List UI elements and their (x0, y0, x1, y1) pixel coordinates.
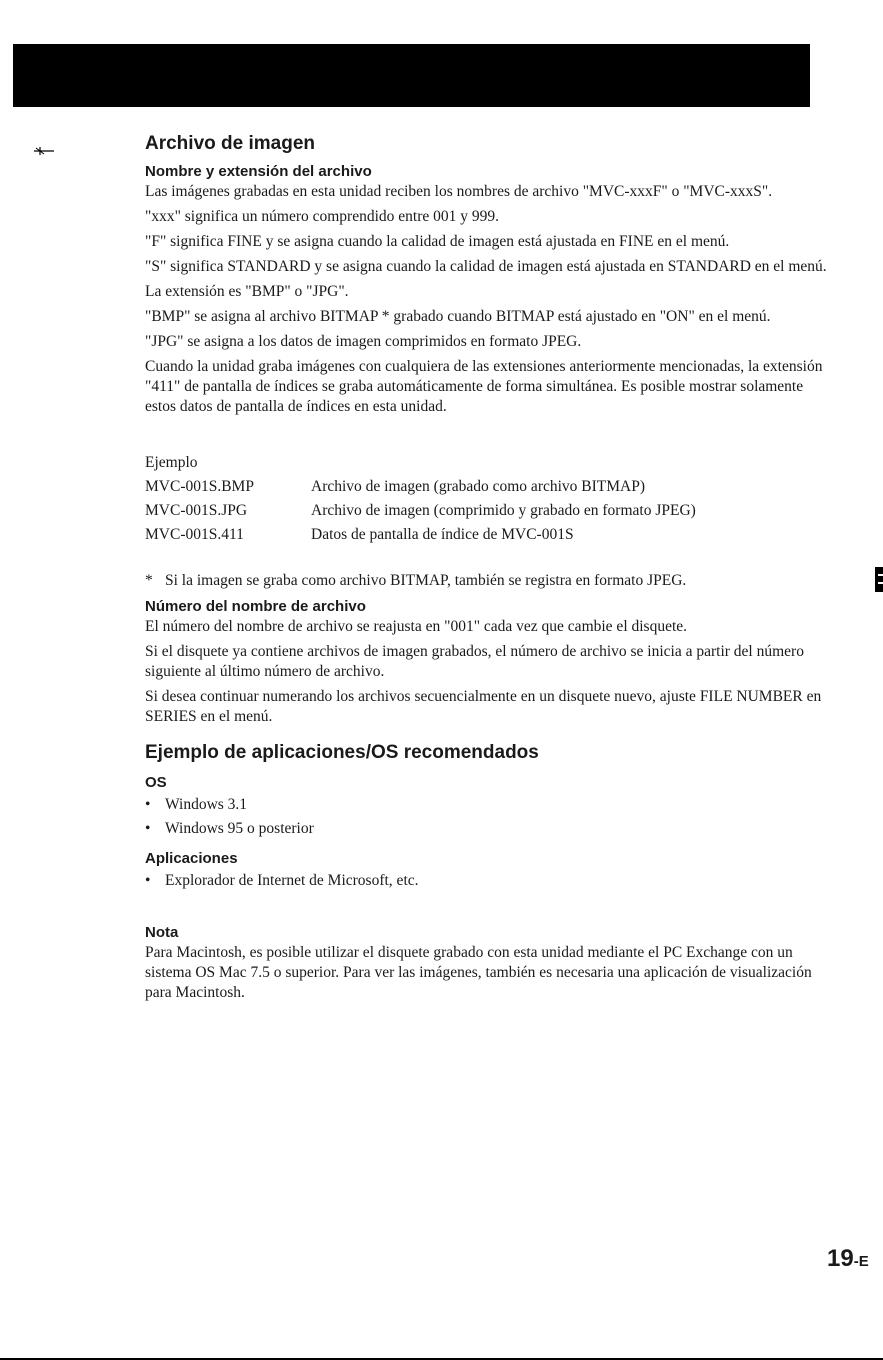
example-file: MVC-001S.BMP (145, 478, 254, 495)
example-desc: Datos de pantalla de índice de MVC-001S (311, 526, 574, 543)
subheading-numero-nombre: Número del nombre de archivo (145, 598, 366, 615)
paragraph: Si desea continuar numerando los archivos secuencialmente en un disquete nuevo, ajuste FILE NUMBER en SERIES en el menú. (145, 688, 822, 725)
footnote-text: Si la imagen se graba como archivo BITMAP, también se registra en formato JPEG. (165, 572, 687, 589)
subheading-os: OS (145, 774, 167, 791)
example-block (145, 451, 835, 547)
paragraph: "xxx" significa un número comprendido entre 001 y 999. (145, 208, 500, 225)
example-file: MVC-001S.JPG (145, 502, 248, 519)
list-item: • Explorador de Internet de Microsoft, etc. (145, 869, 835, 893)
footnote-mark: * (145, 572, 153, 589)
example-label: Ejemplo (145, 454, 198, 471)
example-file: MVC-001S.411 (145, 526, 244, 543)
page-number-value: 19 (827, 1245, 854, 1272)
paragraph: Las imágenes grabadas en esta unidad reciben los nombres de archivo "MVC-xxxF" o "MVC-xxxS". (145, 183, 773, 200)
section-title-archivo: Archivo de imagen (145, 133, 315, 154)
apps-list (145, 869, 835, 893)
list-item: • Windows 3.1 (145, 793, 835, 817)
paragraph: Cuando la unidad graba imágenes con cualquiera de las extensiones anteriormente mencionadas, la extensión "411" de pantalla de índices se graba automáticamente de forma simultánea. Es posible mostrar solamente estos datos de pantalla de índices en esta unidad. (145, 358, 823, 415)
example-desc: Archivo de imagen (comprimido y grabado en formato JPEG) (311, 502, 696, 519)
subheading-nombre-extension: Nombre y extensión del archivo (145, 163, 372, 180)
paragraph: "S" significa STANDARD y se asigna cuando la calidad de imagen está ajustada en STANDARD en el menú. (145, 258, 827, 275)
paragraph: "F" significa FINE y se asigna cuando la calidad de imagen está ajustada en FINE en el menú. (145, 233, 730, 250)
language-tab-marker (875, 567, 883, 592)
paragraph: "BMP" se asigna al archivo BITMAP * grabado cuando BITMAP está ajustado en "ON" en el menú. (145, 308, 771, 325)
subheading-nota: Nota (145, 924, 179, 941)
crop-mark-icon (34, 146, 54, 156)
example-row (145, 475, 835, 499)
section-title-aplicaciones: Ejemplo de aplicaciones/OS recomendados (145, 742, 539, 763)
example-row (145, 499, 835, 523)
nota-paragraph: Para Macintosh, es posible utilizar el disquete grabado con esta unidad mediante el PC Exchange con un sistema OS Mac 7.5 o superior. Para ver las imágenes, también es necesaria una aplicación de visualización para Macintosh. (145, 944, 812, 1001)
example-row (145, 523, 835, 547)
header-black-bar (13, 44, 810, 107)
page-number (827, 1244, 869, 1277)
footnote (145, 571, 835, 591)
list-item: • Windows 95 o posterior (145, 817, 835, 841)
os-list (145, 793, 835, 841)
subheading-aplicaciones: Aplicaciones (145, 850, 238, 867)
paragraph: "JPG" se asigna a los datos de imagen comprimidos en formato JPEG. (145, 333, 582, 350)
example-desc: Archivo de imagen (grabado como archivo BITMAP) (311, 478, 646, 495)
paragraph: Si el disquete ya contiene archivos de imagen grabados, el número de archivo se inicia a partir del número siguiente al último número de archivo. (145, 643, 804, 680)
page-number-suffix: -E (853, 1253, 869, 1270)
page-content (145, 132, 835, 1003)
paragraph: La extensión es "BMP" o "JPG". (145, 283, 349, 300)
paragraph: El número del nombre de archivo se reajusta en "001" cada vez que cambie el disquete. (145, 618, 688, 635)
